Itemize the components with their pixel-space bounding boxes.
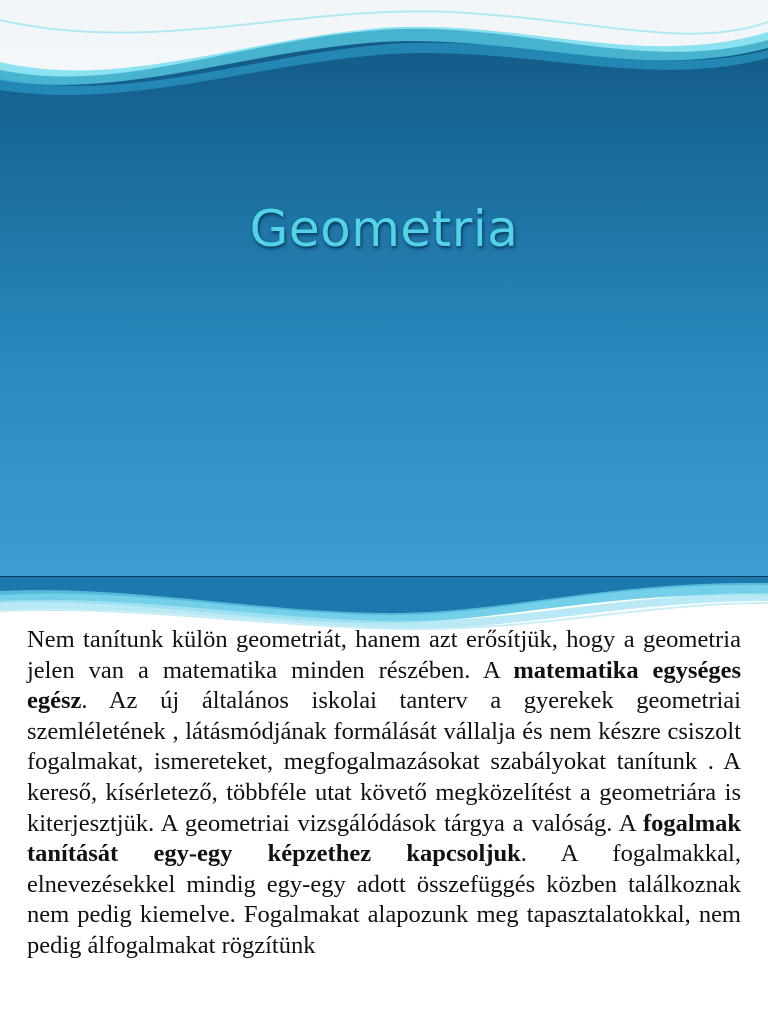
- body-text-run: Nem tanítunk külön geometriát, hanem azt erősítjük, hogy a geometria jelen van a matematika minden részében. A: [27, 626, 741, 684]
- body-text-run: . Az új általános iskolai tanterv a gyerekek geometriai szemléletének , látásmódjának formálását vállalja és nem készre csiszolt fogalmakat, ismereteket, megfogalmazásokat szabályokat tanítunk . A kereső, kísérletező, többféle utat követő megközelítést a geometriára is kiterjesztjük. A geometriai vizsgálódások tárgya a valóság. A: [27, 687, 741, 837]
- body-text-run: . A fogalmakkal, elnevezésekkel mindig egy-egy adott összefüggés közben találkoznak nem pedig kiemelve. Fogalmakat alapozunk meg tapasztalatokkal, nem pedig álfogalmakat rögzítünk: [27, 840, 741, 959]
- decorative-waves-top: [0, 0, 768, 110]
- slide-title: Geometria: [249, 200, 519, 258]
- emphasized-text: fogalmak tanítását egy-egy képzethez kapcsoljuk: [27, 809, 741, 868]
- text-slide: [0, 577, 768, 1024]
- body-paragraph: [27, 625, 741, 962]
- emphasized-text: matematika egységes egész: [27, 656, 741, 715]
